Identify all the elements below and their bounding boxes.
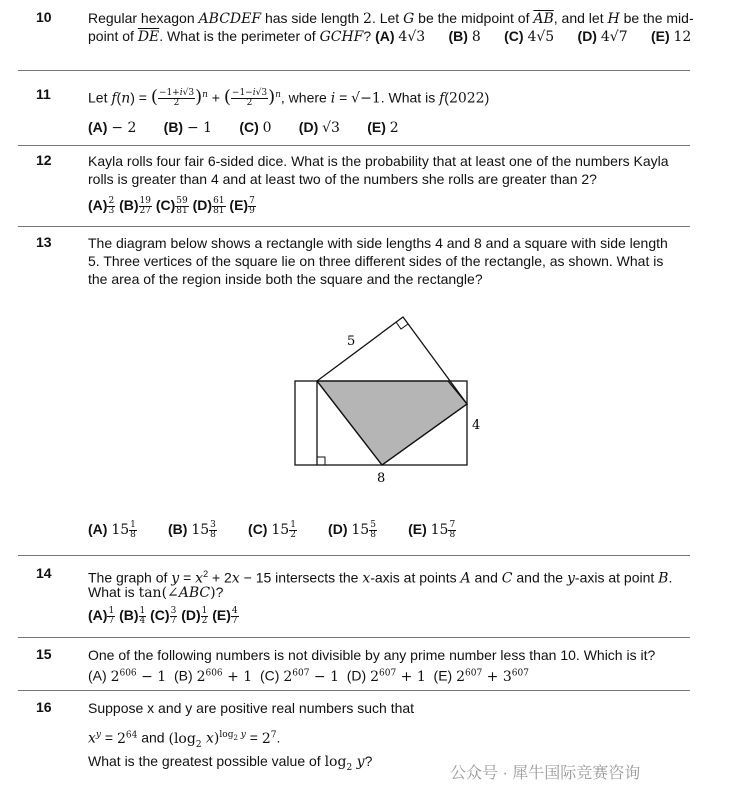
problem-number: 10 (36, 9, 52, 25)
problem-13-text: The diagram below shows a rectangle with side lengths 4 and 8 and a square with side length (88, 235, 668, 251)
problem-number: 11 (36, 86, 51, 102)
problem-16-text: Suppose x and y are positive real numbers such that (88, 700, 415, 716)
divider (18, 145, 690, 146)
problem-number: 13 (36, 234, 52, 250)
problem-13-text-3: the area of the region inside both the square and the rectangle? (88, 271, 483, 287)
watermark: 公众号 · 犀牛国际竞赛咨询 (450, 765, 641, 782)
problem-number: 16 (36, 699, 52, 715)
problem-number: 15 (36, 646, 52, 662)
problem-14-text: The graph of $y = x^2 + 2x - 15$ intersects the x-axis at points A and C and the y-axis at point B. (88, 569, 673, 587)
divider (18, 70, 690, 71)
problem-10-text-2: point of $\overline{DE}$. What is the perimeter of GCHF? (A) 4√3 (B) 8 (C) 4√5 (D) 4√7 (E) 12 (88, 28, 692, 45)
problem-10-text: Regular hexagon ABCDEF has side length 2. Let G be the midpoint of $\overline{AB}$, and let H be the mid- (88, 10, 694, 27)
label-rect-width: 8 (377, 471, 386, 486)
right-angle-mark-rect (317, 457, 325, 465)
problem-16-question: What is the greatest possible value of $\log_2 y$? (88, 753, 373, 773)
problem-number: 14 (36, 565, 52, 581)
problem-13-choices: (A) 15 $\frac{1}{8}$ (B) 15 $\frac{3}{8}$ (C) 15 $\frac{1}{2}$ (D) 15 $\frac{5}{8}$ (E) 15 $\frac{7}{8}$ (88, 519, 456, 540)
right-angle-mark-square (396, 322, 408, 329)
problem-15-text: One of the following numbers is not divisible by any prime number less than 10. Which is it? (88, 647, 656, 663)
label-square-side: 5 (347, 334, 356, 349)
label-rect-height: 4 (472, 418, 481, 433)
problem-12-text-2: rolls is greater than 4 and at least two of the numbers she rolls are greater than 2? (88, 171, 597, 187)
divider (18, 226, 690, 227)
problem-12-text: Kayla rolls four fair 6-sided dice. What is the probability that at least one of the numbers Kayla (88, 153, 669, 169)
divider (18, 690, 690, 691)
geometry-diagram (280, 305, 500, 490)
problem-11-choices: (A) − 2 (B) − 1 (C) 0 (D) √3 (E) 2 (88, 119, 399, 136)
problem-number: 12 (36, 152, 52, 168)
problem-16-equation: $x^y = 2^{64}$ and ($\log_2$ $x)^{log_2 y} = 2^7$. (88, 729, 281, 750)
overlap-region (317, 381, 467, 465)
problem-11-text: Let f(n) = ( $\frac{-1+i√3}{2}$ )$^n$ + ( $\frac{-1-i√3}{2}$ )$^n$, where i = √−1. What is f(2022) (88, 86, 490, 109)
problem-14-text-2: What is tan(∠ABC)? (88, 584, 224, 601)
problem-13-text-2: 5. Three vertices of the square lie on three different sides of the rectangle, as shown. What is (88, 253, 664, 269)
problem-15-choices: (A) $2^{606} - 1$ (B) $2^{606} + 1$ (C) $2^{607} - 1$ (D) $2^{607} + 1$ (E) $2^{607} + 3^{607}$ (88, 667, 529, 685)
problem-14-choices: (A) $\frac{1}{7}$ (B) $\frac{1}{4}$ (C) $\frac{3}{7}$ (D) $\frac{1}{2}$ (E) $\frac{4}{7}$ (88, 605, 238, 626)
divider (18, 637, 690, 638)
divider (18, 555, 690, 556)
problem-12-choices: (A) $\frac{2}{3}$ (B) $\frac{19}{27}$ (C) $\frac{59}{81}$ (D) $\frac{61}{81}$ (E) $\frac{7}{9}$ (88, 195, 255, 216)
